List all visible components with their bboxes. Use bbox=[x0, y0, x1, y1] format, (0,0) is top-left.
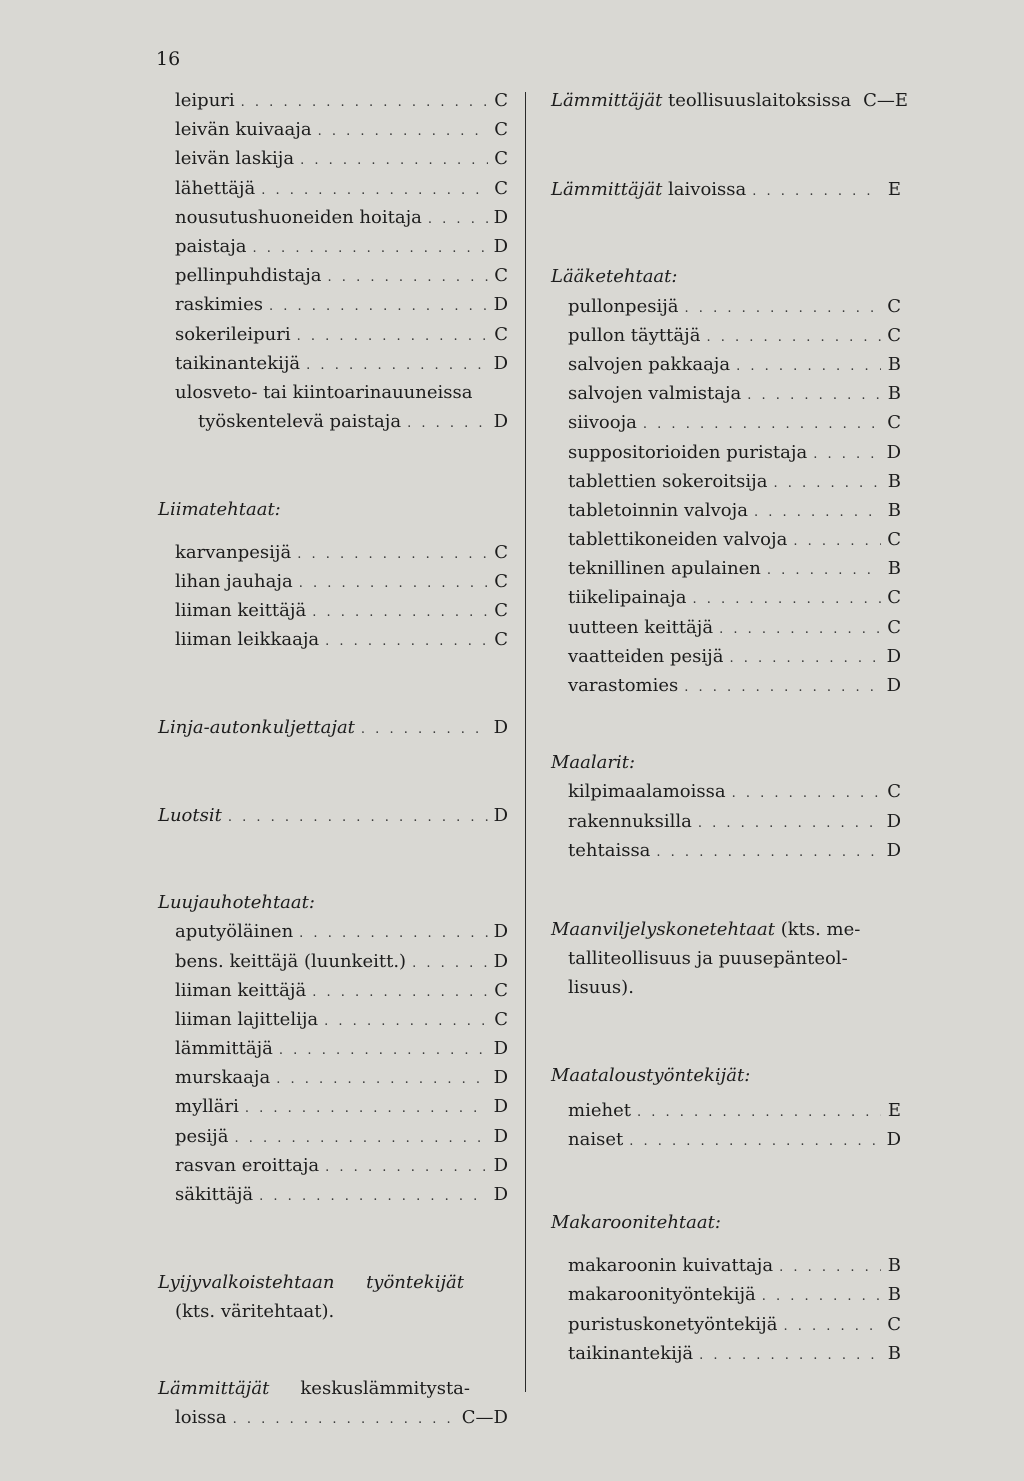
entry-class: D bbox=[493, 1125, 508, 1147]
list-item bbox=[551, 383, 901, 412]
section-heading bbox=[158, 892, 508, 921]
list-item bbox=[158, 353, 508, 382]
entry-label: lämmittäjä bbox=[175, 1038, 273, 1060]
entry-class: D bbox=[493, 1067, 508, 1089]
entry-italic: Lämmittäjät bbox=[551, 179, 663, 201]
entry-label: liiman keittäjä bbox=[175, 979, 307, 1001]
leader-dots bbox=[324, 1014, 488, 1029]
leader-dots bbox=[629, 1134, 880, 1149]
leader-dots bbox=[719, 622, 881, 637]
leader-dots bbox=[325, 634, 488, 649]
entry-class: E bbox=[887, 1099, 901, 1121]
entry-label: liiman keittäjä bbox=[175, 600, 307, 622]
list-item bbox=[551, 1255, 901, 1284]
list-item bbox=[551, 840, 901, 869]
entry-label: lihan jauhaja bbox=[175, 571, 293, 593]
heading-label: Lääketehtaat: bbox=[551, 266, 678, 288]
heading-label: Makaroonitehtaat: bbox=[551, 1212, 721, 1234]
entry-class: D bbox=[493, 716, 508, 738]
entry-label bbox=[551, 179, 746, 200]
entry-class: E bbox=[887, 179, 901, 201]
heading-label: keskuslämmitysta- bbox=[300, 1377, 470, 1399]
entry-rest: laivoissa bbox=[662, 179, 747, 201]
column-divider bbox=[525, 92, 526, 1392]
entry-class: C—E bbox=[863, 90, 909, 111]
leader-dots bbox=[706, 330, 881, 345]
entry-class: D bbox=[493, 206, 508, 228]
list-item bbox=[551, 529, 901, 558]
entry-label: rasvan eroittaja bbox=[175, 1154, 320, 1176]
entry-label: miehet bbox=[568, 1099, 631, 1121]
entry-label: leipuri bbox=[175, 90, 235, 111]
list-item bbox=[551, 500, 901, 529]
list-item bbox=[158, 148, 508, 177]
lyijy-reference: (kts. väritehtaat). bbox=[175, 1300, 335, 1322]
entry-class: B bbox=[887, 558, 901, 580]
entry-label: tiikelipainaja bbox=[568, 587, 687, 609]
section-heading bbox=[551, 752, 901, 781]
entry-class: C—D bbox=[461, 1407, 508, 1429]
leader-dots bbox=[773, 476, 881, 491]
leader-dots bbox=[656, 845, 880, 860]
leader-dots bbox=[698, 816, 881, 831]
leader-dots bbox=[297, 329, 488, 344]
entry-class: C bbox=[494, 148, 508, 170]
right-column bbox=[551, 90, 909, 1372]
laake-list bbox=[551, 296, 901, 705]
entry-label: naiset bbox=[568, 1128, 624, 1150]
list-item bbox=[551, 179, 901, 208]
leader-dots bbox=[699, 1348, 881, 1363]
heading-label: Liimatehtaat: bbox=[158, 498, 281, 520]
heading-rest: (kts. me- bbox=[774, 918, 861, 940]
entry-class: C bbox=[887, 412, 901, 434]
leader-dots bbox=[685, 301, 881, 316]
list-item bbox=[158, 1038, 508, 1067]
entry-class: B bbox=[887, 1342, 901, 1364]
entry-class: C bbox=[494, 177, 508, 199]
entry-label: makaroonityöntekijä bbox=[568, 1284, 756, 1306]
heading-label: Maanviljelyskonetehtaat bbox=[551, 918, 775, 940]
leader-dots bbox=[253, 241, 488, 256]
leader-dots bbox=[259, 1189, 487, 1204]
leader-dots bbox=[299, 926, 487, 941]
list-item bbox=[158, 571, 508, 600]
entry-class: B bbox=[887, 353, 901, 375]
leader-dots bbox=[279, 1043, 488, 1058]
entry-class: C bbox=[887, 781, 901, 803]
entry-label: varastomies bbox=[568, 675, 679, 696]
leader-dots bbox=[762, 1289, 881, 1304]
entry-label: taikinantekijä bbox=[568, 1342, 694, 1364]
entry-label: pellinpuhdistaja bbox=[175, 265, 322, 287]
list-item bbox=[551, 617, 901, 646]
leader-dots bbox=[752, 184, 881, 199]
leader-dots bbox=[300, 153, 488, 168]
list-item bbox=[158, 382, 508, 411]
entry-label: leivän laskija bbox=[175, 148, 295, 170]
heading-label: Luujauhotehtaat: bbox=[158, 892, 315, 914]
list-item bbox=[158, 542, 508, 571]
entry-label: pullon täyttäjä bbox=[568, 324, 701, 346]
list-item bbox=[551, 1100, 901, 1129]
entry-label bbox=[551, 90, 851, 111]
leader-dots bbox=[361, 722, 488, 737]
entry-class: C bbox=[494, 90, 508, 111]
list-item bbox=[551, 354, 901, 383]
entry-label: raskimies bbox=[175, 294, 263, 316]
entry-label: mylläri bbox=[175, 1096, 239, 1118]
entry-class: D bbox=[886, 810, 901, 832]
list-item bbox=[158, 411, 508, 440]
list-item bbox=[158, 980, 508, 1009]
entry-class: C bbox=[494, 571, 508, 593]
entry-class: D bbox=[886, 645, 901, 667]
entry-label: teknillinen apulainen bbox=[568, 558, 761, 580]
leader-dots bbox=[261, 183, 488, 198]
maalarit-list bbox=[551, 781, 901, 869]
list-item bbox=[551, 296, 901, 325]
maanv-line3: lisuus). bbox=[568, 977, 634, 999]
entry-class: D bbox=[493, 235, 508, 257]
leader-dots bbox=[241, 95, 488, 110]
list-item bbox=[551, 811, 901, 840]
entry-label: bens. keittäjä (luunkeitt.) bbox=[175, 950, 407, 972]
leader-dots bbox=[684, 680, 880, 695]
heading-label: Luotsit bbox=[158, 804, 222, 826]
lyijy-heading bbox=[158, 1272, 508, 1301]
entry-class: D bbox=[493, 294, 508, 316]
leader-dots bbox=[245, 1101, 488, 1116]
leader-dots bbox=[407, 416, 487, 431]
entry-class: C bbox=[494, 629, 508, 651]
leader-dots bbox=[793, 534, 881, 549]
entry-label: liiman leikkaaja bbox=[175, 629, 320, 651]
list-item bbox=[158, 90, 508, 119]
leader-dots bbox=[747, 388, 881, 403]
list-item bbox=[158, 236, 508, 265]
maanv-line2: talliteollisuus ja puusepänteol- bbox=[568, 948, 848, 970]
list-item bbox=[158, 324, 508, 353]
section-heading bbox=[551, 1065, 901, 1094]
entry-class: C bbox=[887, 587, 901, 609]
leader-dots bbox=[779, 1260, 881, 1275]
entry-label: karvanpesijä bbox=[175, 541, 292, 563]
leader-dots bbox=[412, 956, 487, 971]
section-heading bbox=[551, 1212, 901, 1241]
entry-class: D bbox=[493, 804, 508, 826]
entry-class: B bbox=[887, 499, 901, 521]
leader-dots bbox=[732, 786, 881, 801]
list-item bbox=[551, 442, 901, 471]
list-item bbox=[551, 412, 901, 441]
lammittajat-heading bbox=[158, 1378, 508, 1407]
entry-label: suppositorioiden puristaja bbox=[568, 441, 808, 463]
heading-label: työntekijät bbox=[366, 1271, 464, 1293]
section-heading bbox=[551, 266, 901, 295]
entry-class: D bbox=[886, 441, 901, 463]
entry-label: kilpimaalamoissa bbox=[568, 781, 726, 803]
entry-class: C bbox=[887, 616, 901, 638]
entry-label: aputyöläinen bbox=[175, 921, 294, 943]
heading-label: Linja-autonkuljettajat bbox=[158, 716, 355, 738]
entry-label: pesijä bbox=[175, 1125, 229, 1147]
leader-dots bbox=[299, 576, 488, 591]
leader-dots bbox=[328, 270, 488, 285]
heading-label: Lyijyvalkoistehtaan bbox=[158, 1271, 335, 1293]
entry-class: B bbox=[887, 383, 901, 405]
left-column bbox=[158, 90, 508, 1436]
entry-class: C bbox=[494, 265, 508, 287]
leader-dots bbox=[269, 299, 488, 314]
entry-label: taikinantekijä bbox=[175, 352, 301, 374]
entry-class: D bbox=[886, 839, 901, 861]
entry-label: liiman lajittelija bbox=[175, 1008, 319, 1030]
entry-class: D bbox=[493, 1154, 508, 1176]
entry-label: nousutushuoneiden hoitaja bbox=[175, 206, 422, 228]
entry-class: C bbox=[887, 295, 901, 317]
list-item bbox=[158, 629, 508, 658]
list-item bbox=[551, 1343, 901, 1372]
entry-class: C bbox=[494, 541, 508, 563]
entry-class: D bbox=[493, 411, 508, 433]
entry-class: C bbox=[887, 529, 901, 551]
maanv-line1 bbox=[551, 919, 901, 948]
list-item bbox=[551, 471, 901, 500]
list-item bbox=[551, 325, 901, 354]
section-heading bbox=[158, 499, 508, 528]
entry-label: puristuskonetyöntekijä bbox=[568, 1313, 778, 1335]
leader-dots bbox=[228, 810, 488, 825]
entry-class: C bbox=[494, 1008, 508, 1030]
entry-label: murskaaja bbox=[175, 1067, 271, 1089]
list-item bbox=[158, 1407, 508, 1436]
entry-label: säkittäjä bbox=[175, 1184, 254, 1205]
leader-dots bbox=[813, 447, 880, 462]
entry-class: C bbox=[494, 600, 508, 622]
list-item bbox=[551, 90, 909, 119]
heading-label: Lämmittäjät bbox=[158, 1377, 270, 1399]
leader-dots bbox=[428, 212, 488, 227]
entry-class: B bbox=[887, 1255, 901, 1277]
leader-dots bbox=[233, 1412, 456, 1427]
entry-label: työskentelevä paistaja bbox=[198, 411, 402, 433]
list-item bbox=[158, 1184, 508, 1213]
list-item bbox=[158, 207, 508, 236]
list-item bbox=[158, 119, 508, 148]
leader-dots bbox=[318, 124, 488, 139]
entry-label: tabletoinnin valvoja bbox=[568, 499, 748, 521]
heading-label: Maalarit: bbox=[551, 752, 636, 774]
entry-label: paistaja bbox=[175, 235, 247, 257]
list-item bbox=[158, 600, 508, 629]
entry-class: C bbox=[494, 979, 508, 1001]
entry-label: tablettien sokeroitsija bbox=[568, 470, 768, 492]
list-item bbox=[158, 1067, 508, 1096]
entry-label: tehtaissa bbox=[568, 839, 651, 861]
entry-class: D bbox=[886, 1128, 901, 1150]
section-heading bbox=[158, 805, 508, 834]
leipuri-list bbox=[158, 90, 508, 382]
entry-label: rakennuksilla bbox=[568, 810, 692, 832]
list-item bbox=[158, 178, 508, 207]
entry-italic: Lämmittäjät bbox=[551, 90, 663, 111]
entry-label: uutteen keittäjä bbox=[568, 616, 714, 638]
list-item bbox=[158, 294, 508, 323]
list-item bbox=[551, 1314, 901, 1343]
entry-class: D bbox=[493, 1184, 508, 1205]
entry-label: sokerileipuri bbox=[175, 323, 291, 345]
entry-label: siivooja bbox=[568, 412, 637, 434]
list-item bbox=[158, 1155, 508, 1184]
section-heading bbox=[158, 717, 508, 746]
heading-label: Maataloustyöntekijät: bbox=[551, 1064, 751, 1086]
entry-class: C bbox=[887, 324, 901, 346]
entry-rest: teollisuuslaitoksissa bbox=[662, 90, 852, 111]
leader-dots bbox=[312, 605, 488, 620]
entry-class: B bbox=[887, 1284, 901, 1306]
entry-label: makaroonin kuivattaja bbox=[568, 1255, 774, 1277]
list-item bbox=[551, 587, 901, 616]
entry-label: loissa bbox=[175, 1407, 227, 1429]
leader-dots bbox=[276, 1072, 487, 1087]
list-item bbox=[158, 921, 508, 950]
entry-class: D bbox=[493, 1096, 508, 1118]
entry-label: lähettäjä bbox=[175, 177, 256, 199]
entry-label: tablettikoneiden valvoja bbox=[568, 529, 788, 551]
leader-dots bbox=[643, 417, 881, 432]
list-item bbox=[551, 675, 901, 704]
entry-class: C bbox=[887, 1313, 901, 1335]
list-item bbox=[158, 1126, 508, 1155]
page-number: 16 bbox=[156, 48, 181, 70]
leader-dots bbox=[767, 563, 881, 578]
leader-dots bbox=[637, 1105, 881, 1120]
leader-dots bbox=[306, 358, 487, 373]
entry-label: salvojen valmistaja bbox=[568, 383, 742, 405]
entry-class: C bbox=[494, 323, 508, 345]
entry-label: salvojen pakkaaja bbox=[568, 353, 731, 375]
entry-class: D bbox=[493, 921, 508, 943]
liimatehtaat-list bbox=[158, 542, 508, 659]
list-item bbox=[551, 1284, 901, 1313]
list-item bbox=[158, 1096, 508, 1125]
entry-class: D bbox=[886, 675, 901, 696]
leader-dots bbox=[297, 547, 488, 562]
maatal-list bbox=[551, 1100, 901, 1158]
list-item bbox=[158, 1009, 508, 1038]
makar-list bbox=[551, 1255, 901, 1372]
leader-dots bbox=[692, 592, 881, 607]
entry-label: leivän kuivaaja bbox=[175, 119, 312, 141]
list-item bbox=[551, 781, 901, 810]
entry-label: ulosveto- tai kiintoarinauuneissa bbox=[175, 381, 473, 403]
leader-dots bbox=[783, 1319, 881, 1334]
list-item bbox=[551, 558, 901, 587]
entry-class: C bbox=[494, 119, 508, 141]
leader-dots bbox=[754, 505, 881, 520]
leader-dots bbox=[234, 1131, 487, 1146]
list-item bbox=[551, 1129, 901, 1158]
entry-label: pullonpesijä bbox=[568, 295, 679, 317]
list-item bbox=[551, 646, 901, 675]
leader-dots bbox=[729, 651, 880, 666]
list-item bbox=[158, 951, 508, 980]
leader-dots bbox=[312, 985, 488, 1000]
entry-label: vaatteiden pesijä bbox=[568, 645, 724, 667]
entry-class: D bbox=[493, 352, 508, 374]
entry-class: D bbox=[493, 1038, 508, 1060]
entry-class: B bbox=[887, 470, 901, 492]
leader-dots bbox=[325, 1160, 487, 1175]
leader-dots bbox=[736, 359, 881, 374]
entry-class: D bbox=[493, 950, 508, 972]
list-item bbox=[158, 265, 508, 294]
luujauho-list bbox=[158, 921, 508, 1213]
